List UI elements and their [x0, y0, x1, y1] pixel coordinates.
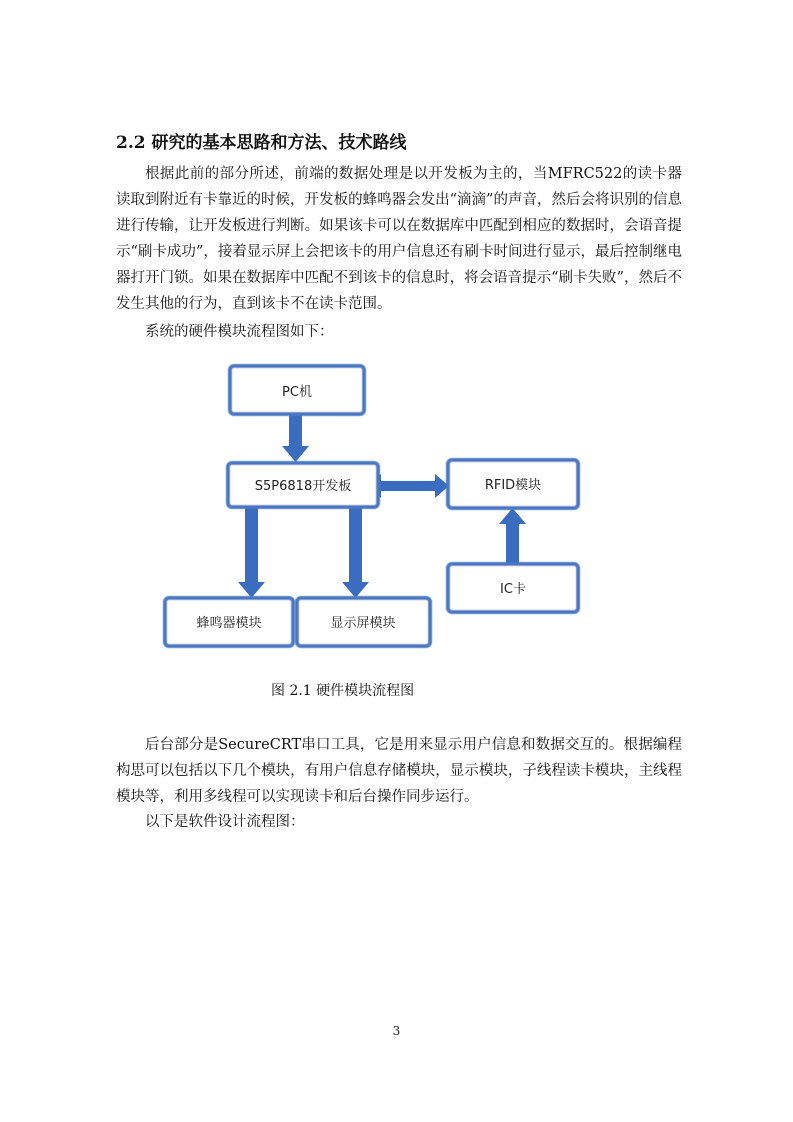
node-pc: [230, 366, 364, 414]
page-number: 3: [392, 1024, 401, 1038]
node-ic-card-label: IC卡: [500, 582, 526, 597]
node-rfid: [448, 460, 578, 508]
paragraph-software-intro: 以下是软件设计流程图：: [145, 814, 305, 830]
arrow-ic-to-rfid: [499, 508, 526, 564]
node-pc-label: PC机: [282, 385, 312, 400]
node-board: [228, 463, 378, 507]
paragraph-hardware-intro: 系统的硬件模块流程图如下：: [145, 324, 334, 340]
arrow-board-to-buzzer: [238, 506, 265, 598]
node-display: [297, 598, 430, 646]
hardware-flowchart: [150, 356, 600, 656]
paragraph-backend: 后台部分是SecureCRT串口工具，它是用来显示用户信息和数据交互的。根据编程构思可以包括以下几个模块，有用户信息存储模块，显示模块，子线程读卡模块，主线程模块等，利用多线程可以实现读卡和后台操作同步运行。: [116, 737, 682, 805]
figure-caption: 图 2.1 硬件模块流程图: [271, 683, 415, 699]
paragraph-front-end: 根据此前的部分所述，前端的数据处理是以开发板为主的，当MFRC522的读卡器读取到附近有卡靠近的时候，开发板的蜂鸣器会发出“滴滴”的声音，然后会将识别的信息进行传输，让开发板进行判断。如果该卡可以在数据库中匹配到相应的数据时，会语音提示“刷卡成功”，接着显示屏上会把该卡的用户信息还有刷卡时间进行显示，最后控制继电器打开门锁。如果在数据库中匹配不到该卡的信息时，将会语音提示“刷卡失败”，然后不发生其他的行为，直到该卡不在读卡范围。: [116, 166, 682, 312]
node-board-label: S5P6818开发板: [254, 479, 352, 494]
section-heading: 2.2 研究的基本思路和方法、技术路线: [116, 133, 407, 153]
node-display-label: 显示屏模块: [330, 616, 396, 631]
node-rfid-label: RFID模块: [484, 478, 542, 493]
node-ic-card: [448, 564, 578, 612]
node-buzzer-label: 蜂鸣器模块: [196, 616, 262, 631]
arrow-pc-to-board: [282, 414, 309, 462]
arrow-board-to-display: [342, 506, 369, 598]
node-buzzer: [165, 598, 293, 646]
